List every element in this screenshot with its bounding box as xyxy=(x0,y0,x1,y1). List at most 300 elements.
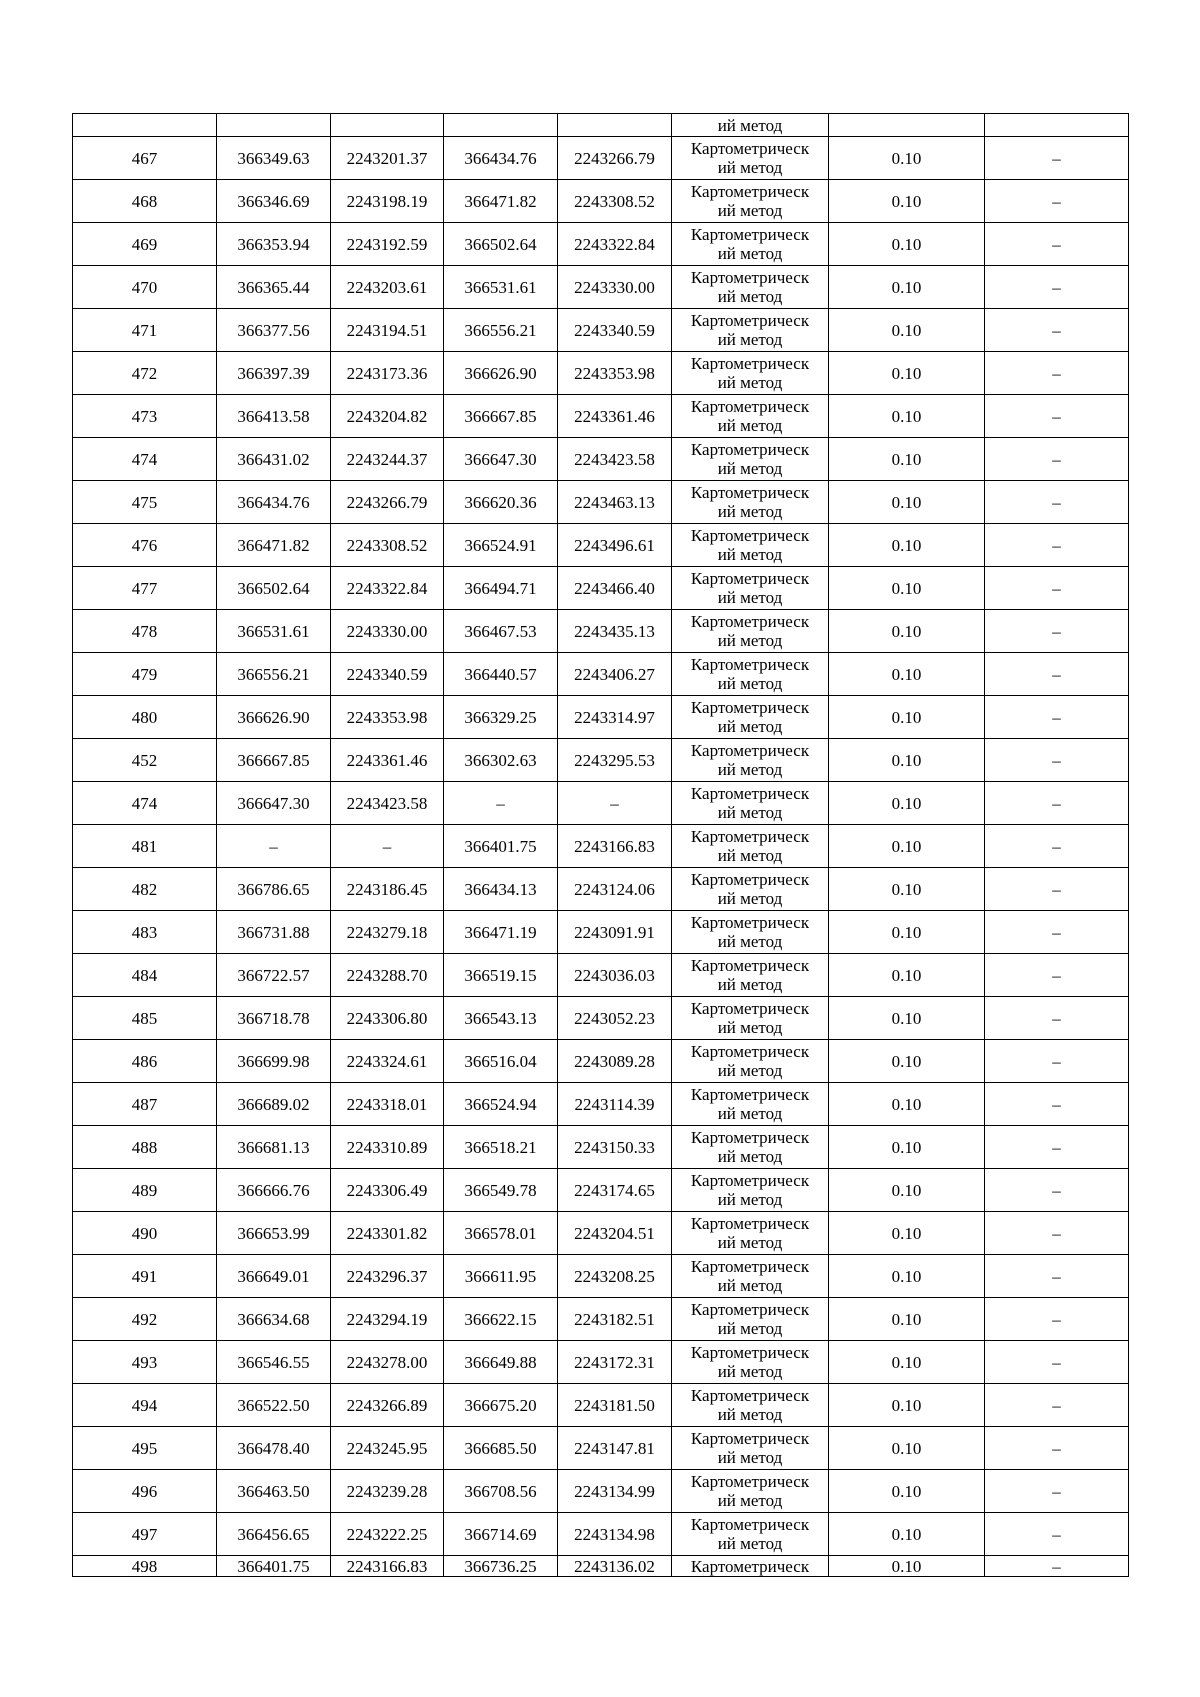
cell-y1: 2243186.45 xyxy=(331,868,444,911)
method-line-2: ий метод xyxy=(717,1018,783,1037)
method-line-2: ий метод xyxy=(717,545,783,564)
cell-number xyxy=(73,114,217,137)
cell-number: 490 xyxy=(73,1212,217,1255)
cell-accuracy: 0.10 xyxy=(829,1169,985,1212)
cell-note: – xyxy=(985,1341,1129,1384)
cell-note: – xyxy=(985,954,1129,997)
method-line-2: ий метод xyxy=(717,1405,783,1424)
table-row xyxy=(73,567,1129,610)
cell-y1: 2243353.98 xyxy=(331,696,444,739)
table-row xyxy=(73,1169,1129,1212)
cell-x1: 366471.82 xyxy=(217,524,331,567)
cell-accuracy: 0.10 xyxy=(829,782,985,825)
cell-y2: 2243150.33 xyxy=(558,1126,672,1169)
method-line-1: Картометрическ xyxy=(690,1042,810,1061)
method-line-1: Картометрическ xyxy=(690,354,810,373)
cell-x2: 366578.01 xyxy=(444,1212,558,1255)
cell-number: 484 xyxy=(73,954,217,997)
cell-x1: 366413.58 xyxy=(217,395,331,438)
method-line-2: ий метод xyxy=(717,330,783,349)
cell-y2: 2243308.52 xyxy=(558,180,672,223)
method-line-1: Картометрическ xyxy=(690,440,810,459)
cell-x1: 366463.50 xyxy=(217,1470,331,1513)
cell-note: – xyxy=(985,1384,1129,1427)
cell-accuracy: 0.10 xyxy=(829,395,985,438)
method-line-1: Картометрическ xyxy=(690,612,810,631)
method-line-2: ий метод xyxy=(717,803,783,822)
table-row xyxy=(73,438,1129,481)
cell-y1: 2243201.37 xyxy=(331,137,444,180)
cell-y1: 2243330.00 xyxy=(331,610,444,653)
cell-method xyxy=(672,137,829,180)
cell-accuracy: 0.10 xyxy=(829,1384,985,1427)
cell-x1: 366478.40 xyxy=(217,1427,331,1470)
method-line-1: Картометрическ xyxy=(690,268,810,287)
cell-y1: 2243306.49 xyxy=(331,1169,444,1212)
method-line-1: Картометрическ xyxy=(690,741,810,760)
method-line-2: ий метод xyxy=(717,1491,783,1510)
table-row xyxy=(73,610,1129,653)
cell-x2: 366685.50 xyxy=(444,1427,558,1470)
cell-y2: 2243406.27 xyxy=(558,653,672,696)
cell-x2: 366622.15 xyxy=(444,1298,558,1341)
cell-y1: 2243310.89 xyxy=(331,1126,444,1169)
cell-accuracy: 0.10 xyxy=(829,137,985,180)
table-body xyxy=(73,114,1129,1577)
cell-number: 467 xyxy=(73,137,217,180)
cell-method xyxy=(672,309,829,352)
cell-accuracy: 0.10 xyxy=(829,1556,985,1577)
cell-y1: 2243204.82 xyxy=(331,395,444,438)
method-line-2: ий метод xyxy=(717,588,783,607)
cell-x2: 366440.57 xyxy=(444,653,558,696)
cell-y1: 2243173.36 xyxy=(331,352,444,395)
cell-x1: 366431.02 xyxy=(217,438,331,481)
cell-number: 470 xyxy=(73,266,217,309)
cell-accuracy: 0.10 xyxy=(829,481,985,524)
cell-method xyxy=(672,1255,829,1298)
table-row xyxy=(73,653,1129,696)
table-row xyxy=(73,1341,1129,1384)
method-line-1: Картометрическ xyxy=(690,956,810,975)
cell-accuracy: 0.10 xyxy=(829,954,985,997)
cell-x2: 366675.20 xyxy=(444,1384,558,1427)
cell-number: 492 xyxy=(73,1298,217,1341)
method-line-1: Картометрическ xyxy=(690,1429,810,1448)
cell-number: 488 xyxy=(73,1126,217,1169)
cell-number: 476 xyxy=(73,524,217,567)
table-row xyxy=(73,352,1129,395)
method-line-1: Картометрическ xyxy=(690,569,810,588)
cell-x1: – xyxy=(217,825,331,868)
cell-method xyxy=(672,1384,829,1427)
cell-method xyxy=(672,739,829,782)
cell-y2: 2243089.28 xyxy=(558,1040,672,1083)
cell-note: – xyxy=(985,180,1129,223)
method-line-1: Картометрическ xyxy=(690,1515,810,1534)
method-line-1: Картометрическ xyxy=(690,827,810,846)
cell-accuracy: 0.10 xyxy=(829,1513,985,1556)
cell-y1: 2243198.19 xyxy=(331,180,444,223)
cell-accuracy: 0.10 xyxy=(829,610,985,653)
method-line-1: Картометрическ xyxy=(690,1386,810,1405)
cell-method xyxy=(672,1212,829,1255)
cell-note: – xyxy=(985,782,1129,825)
cell-number: 479 xyxy=(73,653,217,696)
cell-y1: 2243192.59 xyxy=(331,223,444,266)
cell-y2: – xyxy=(558,782,672,825)
cell-number: 485 xyxy=(73,997,217,1040)
cell-x2 xyxy=(444,114,558,137)
cell-y2: 2243466.40 xyxy=(558,567,672,610)
cell-number: 498 xyxy=(73,1556,217,1577)
cell-note: – xyxy=(985,1427,1129,1470)
cell-x1: 366647.30 xyxy=(217,782,331,825)
cell-accuracy: 0.10 xyxy=(829,1083,985,1126)
cell-note: – xyxy=(985,352,1129,395)
cell-method xyxy=(672,782,829,825)
method-line-1: Картометрическ xyxy=(690,1472,810,1491)
method-line-2: ий метод xyxy=(717,373,783,392)
cell-method xyxy=(672,911,829,954)
table-row xyxy=(73,266,1129,309)
cell-x2: 366626.90 xyxy=(444,352,558,395)
table-row xyxy=(73,481,1129,524)
cell-y1: 2243301.82 xyxy=(331,1212,444,1255)
cell-method xyxy=(672,1040,829,1083)
cell-note: – xyxy=(985,1169,1129,1212)
cell-accuracy: 0.10 xyxy=(829,438,985,481)
cell-y1: – xyxy=(331,825,444,868)
method-line-1: Картометрическ xyxy=(690,311,810,330)
table-row xyxy=(73,524,1129,567)
cell-y1: 2243361.46 xyxy=(331,739,444,782)
table-row xyxy=(73,868,1129,911)
cell-note: – xyxy=(985,1556,1129,1577)
cell-accuracy: 0.10 xyxy=(829,1298,985,1341)
method-line-2: ий метод xyxy=(717,674,783,693)
cell-accuracy: 0.10 xyxy=(829,1040,985,1083)
cell-note: – xyxy=(985,825,1129,868)
cell-y2 xyxy=(558,114,672,137)
cell-y2: 2243353.98 xyxy=(558,352,672,395)
cell-y1: 2243294.19 xyxy=(331,1298,444,1341)
cell-y1: 2243222.25 xyxy=(331,1513,444,1556)
cell-accuracy: 0.10 xyxy=(829,1212,985,1255)
cell-method xyxy=(672,395,829,438)
cell-y2: 2243204.51 xyxy=(558,1212,672,1255)
method-line-2: ий метод xyxy=(717,932,783,951)
table-row xyxy=(73,1212,1129,1255)
cell-x2: 366549.78 xyxy=(444,1169,558,1212)
cell-x2: 366543.13 xyxy=(444,997,558,1040)
method-line-2: ий метод xyxy=(717,717,783,736)
cell-y1: 2243279.18 xyxy=(331,911,444,954)
cell-method xyxy=(672,524,829,567)
cell-number: 495 xyxy=(73,1427,217,1470)
cell-y2: 2243166.83 xyxy=(558,825,672,868)
method-line-1: Картометрическ xyxy=(690,225,810,244)
cell-x1: 366377.56 xyxy=(217,309,331,352)
table-row xyxy=(73,739,1129,782)
cell-note: – xyxy=(985,868,1129,911)
cell-number: 489 xyxy=(73,1169,217,1212)
cell-x1: 366401.75 xyxy=(217,1556,331,1577)
table-row xyxy=(73,1255,1129,1298)
method-line-1: Картометрическ xyxy=(690,526,810,545)
cell-x2: 366467.53 xyxy=(444,610,558,653)
cell-number: 480 xyxy=(73,696,217,739)
method-line-2: ий метод xyxy=(717,1319,783,1338)
cell-method xyxy=(672,1169,829,1212)
method-line-2: ий метод xyxy=(717,1147,783,1166)
cell-note: – xyxy=(985,1040,1129,1083)
table-row xyxy=(73,137,1129,180)
cell-accuracy: 0.10 xyxy=(829,825,985,868)
cell-accuracy: 0.10 xyxy=(829,567,985,610)
cell-x2: 366434.76 xyxy=(444,137,558,180)
cell-note: – xyxy=(985,1513,1129,1556)
cell-y2: 2243361.46 xyxy=(558,395,672,438)
cell-note: – xyxy=(985,395,1129,438)
method-line-2: ий метод xyxy=(717,1104,783,1123)
cell-x1: 366353.94 xyxy=(217,223,331,266)
table-row xyxy=(73,825,1129,868)
table-row xyxy=(73,180,1129,223)
cell-note: – xyxy=(985,223,1129,266)
cell-accuracy: 0.10 xyxy=(829,1341,985,1384)
cell-x1: 366667.85 xyxy=(217,739,331,782)
table-row xyxy=(73,1427,1129,1470)
cell-method xyxy=(672,223,829,266)
cell-method xyxy=(672,567,829,610)
cell-note: – xyxy=(985,610,1129,653)
cell-x2: 366516.04 xyxy=(444,1040,558,1083)
cell-number: 491 xyxy=(73,1255,217,1298)
cell-method xyxy=(672,438,829,481)
cell-accuracy: 0.10 xyxy=(829,266,985,309)
cell-y1 xyxy=(331,114,444,137)
method-line-1: Картометрическ xyxy=(690,655,810,674)
table-row xyxy=(73,1083,1129,1126)
cell-y1: 2243203.61 xyxy=(331,266,444,309)
cell-method xyxy=(672,180,829,223)
cell-y2: 2243134.99 xyxy=(558,1470,672,1513)
cell-number: 472 xyxy=(73,352,217,395)
cell-x2: 366471.82 xyxy=(444,180,558,223)
cell-x2: 366524.94 xyxy=(444,1083,558,1126)
method-line-2: ий метод xyxy=(717,1534,783,1553)
cell-number: 486 xyxy=(73,1040,217,1083)
cell-x1: 366731.88 xyxy=(217,911,331,954)
cell-note: – xyxy=(985,1083,1129,1126)
cell-note: – xyxy=(985,1255,1129,1298)
cell-number: 473 xyxy=(73,395,217,438)
cell-y1: 2243296.37 xyxy=(331,1255,444,1298)
cell-note: – xyxy=(985,524,1129,567)
cell-y2: 2243330.00 xyxy=(558,266,672,309)
cell-x2: 366708.56 xyxy=(444,1470,558,1513)
method-line-1: Картометрическ xyxy=(690,999,810,1018)
cell-number: 475 xyxy=(73,481,217,524)
cell-x2: 366502.64 xyxy=(444,223,558,266)
cell-x1: 366718.78 xyxy=(217,997,331,1040)
cell-y2: 2243174.65 xyxy=(558,1169,672,1212)
method-line-2: ий метод xyxy=(717,975,783,994)
table-row xyxy=(73,696,1129,739)
table-row xyxy=(73,1470,1129,1513)
cell-x1: 366653.99 xyxy=(217,1212,331,1255)
table-row xyxy=(73,954,1129,997)
cell-y2: 2243322.84 xyxy=(558,223,672,266)
cell-x1: 366456.65 xyxy=(217,1513,331,1556)
cell-y2: 2243314.97 xyxy=(558,696,672,739)
method-line-2: ий метод xyxy=(717,1061,783,1080)
cell-y1: 2243266.89 xyxy=(331,1384,444,1427)
cell-y1: 2243166.83 xyxy=(331,1556,444,1577)
cell-number: 471 xyxy=(73,309,217,352)
method-line-1: Картометрическ xyxy=(690,182,810,201)
cell-method xyxy=(672,610,829,653)
cell-x2: 366556.21 xyxy=(444,309,558,352)
cell-y1: 2243306.80 xyxy=(331,997,444,1040)
cell-accuracy: 0.10 xyxy=(829,223,985,266)
table-row xyxy=(73,395,1129,438)
cell-note: – xyxy=(985,137,1129,180)
cell-accuracy: 0.10 xyxy=(829,180,985,223)
cell-y2: 2243340.59 xyxy=(558,309,672,352)
cell-note: – xyxy=(985,438,1129,481)
cell-accuracy: 0.10 xyxy=(829,352,985,395)
cell-method xyxy=(672,1341,829,1384)
cell-y1: 2243239.28 xyxy=(331,1470,444,1513)
method-line-1: Картометрическ xyxy=(690,1085,810,1104)
cell-y1: 2243322.84 xyxy=(331,567,444,610)
cell-y2: 2243114.39 xyxy=(558,1083,672,1126)
cell-y1: 2243308.52 xyxy=(331,524,444,567)
cell-y2: 2243208.25 xyxy=(558,1255,672,1298)
cell-x1: 366365.44 xyxy=(217,266,331,309)
coordinates-table xyxy=(72,113,1129,1577)
cell-number: 469 xyxy=(73,223,217,266)
table-row xyxy=(73,997,1129,1040)
method-line-1: Картометрическ xyxy=(690,1300,810,1319)
method-line-2: ий метод xyxy=(717,502,783,521)
cell-note: – xyxy=(985,696,1129,739)
cell-number: 474 xyxy=(73,438,217,481)
cell-method xyxy=(672,997,829,1040)
cell-note: – xyxy=(985,266,1129,309)
cell-number: 474 xyxy=(73,782,217,825)
cell-y1: 2243266.79 xyxy=(331,481,444,524)
table-row xyxy=(73,1384,1129,1427)
method-line-1: Картометрическ xyxy=(690,870,810,889)
method-line-2: ий метод xyxy=(717,416,783,435)
cell-x2: – xyxy=(444,782,558,825)
cell-note: – xyxy=(985,1298,1129,1341)
cell-x1: 366786.65 xyxy=(217,868,331,911)
cell-x2: 366434.13 xyxy=(444,868,558,911)
method-line-1: Картометрическ xyxy=(690,698,810,717)
cell-method xyxy=(672,954,829,997)
cell-y2: 2243036.03 xyxy=(558,954,672,997)
cell-method xyxy=(672,696,829,739)
method-line-2: ий метод xyxy=(717,1233,783,1252)
method-line-1: Картометрическ xyxy=(690,1214,810,1233)
cell-x1: 366349.63 xyxy=(217,137,331,180)
cell-number: 493 xyxy=(73,1341,217,1384)
cell-note: – xyxy=(985,481,1129,524)
method-line-2: ий метод xyxy=(717,1448,783,1467)
cell-accuracy: 0.10 xyxy=(829,911,985,954)
cell-note: – xyxy=(985,567,1129,610)
cell-accuracy: 0.10 xyxy=(829,1427,985,1470)
table-row-last xyxy=(73,1556,1129,1577)
cell-number: 482 xyxy=(73,868,217,911)
cell-x1: 366556.21 xyxy=(217,653,331,696)
cell-x1 xyxy=(217,114,331,137)
cell-number: 477 xyxy=(73,567,217,610)
cell-x2: 366401.75 xyxy=(444,825,558,868)
cell-note: – xyxy=(985,739,1129,782)
cell-y2: 2243496.61 xyxy=(558,524,672,567)
cell-y2: 2243134.98 xyxy=(558,1513,672,1556)
cell-x1: 366649.01 xyxy=(217,1255,331,1298)
cell-x2: 366329.25 xyxy=(444,696,558,739)
cell-x2: 366736.25 xyxy=(444,1556,558,1577)
cell-y1: 2243245.95 xyxy=(331,1427,444,1470)
cell-x2: 366649.88 xyxy=(444,1341,558,1384)
cell-accuracy: 0.10 xyxy=(829,1255,985,1298)
table-row xyxy=(73,223,1129,266)
cell-x2: 366667.85 xyxy=(444,395,558,438)
method-line-1: Картометрическ xyxy=(690,1171,810,1190)
cell-method xyxy=(672,825,829,868)
cell-y2: 2243182.51 xyxy=(558,1298,672,1341)
table-row-continued xyxy=(73,114,1129,137)
cell-accuracy: 0.10 xyxy=(829,739,985,782)
cell-accuracy: 0.10 xyxy=(829,1470,985,1513)
cell-note xyxy=(985,114,1129,137)
cell-x2: 366611.95 xyxy=(444,1255,558,1298)
cell-x1: 366434.76 xyxy=(217,481,331,524)
cell-number: 468 xyxy=(73,180,217,223)
cell-x1: 366346.69 xyxy=(217,180,331,223)
cell-accuracy: 0.10 xyxy=(829,524,985,567)
cell-note: – xyxy=(985,911,1129,954)
cell-accuracy: 0.10 xyxy=(829,997,985,1040)
cell-number: 483 xyxy=(73,911,217,954)
table-row xyxy=(73,309,1129,352)
cell-x2: 366524.91 xyxy=(444,524,558,567)
cell-x2: 366531.61 xyxy=(444,266,558,309)
cell-y2: 2243147.81 xyxy=(558,1427,672,1470)
cell-x2: 366714.69 xyxy=(444,1513,558,1556)
cell-y1: 2243423.58 xyxy=(331,782,444,825)
method-line-2: ий метод xyxy=(717,201,783,220)
cell-note: – xyxy=(985,1126,1129,1169)
cell-number: 494 xyxy=(73,1384,217,1427)
cell-x1: 366722.57 xyxy=(217,954,331,997)
method-line-2: ий метод xyxy=(717,158,783,177)
method-line-1: Картометрическ xyxy=(690,1128,810,1147)
cell-number: 496 xyxy=(73,1470,217,1513)
cell-y1: 2243340.59 xyxy=(331,653,444,696)
method-line-2: ий метод xyxy=(717,459,783,478)
cell-method xyxy=(672,1083,829,1126)
cell-x1: 366502.64 xyxy=(217,567,331,610)
cell-x1: 366699.98 xyxy=(217,1040,331,1083)
